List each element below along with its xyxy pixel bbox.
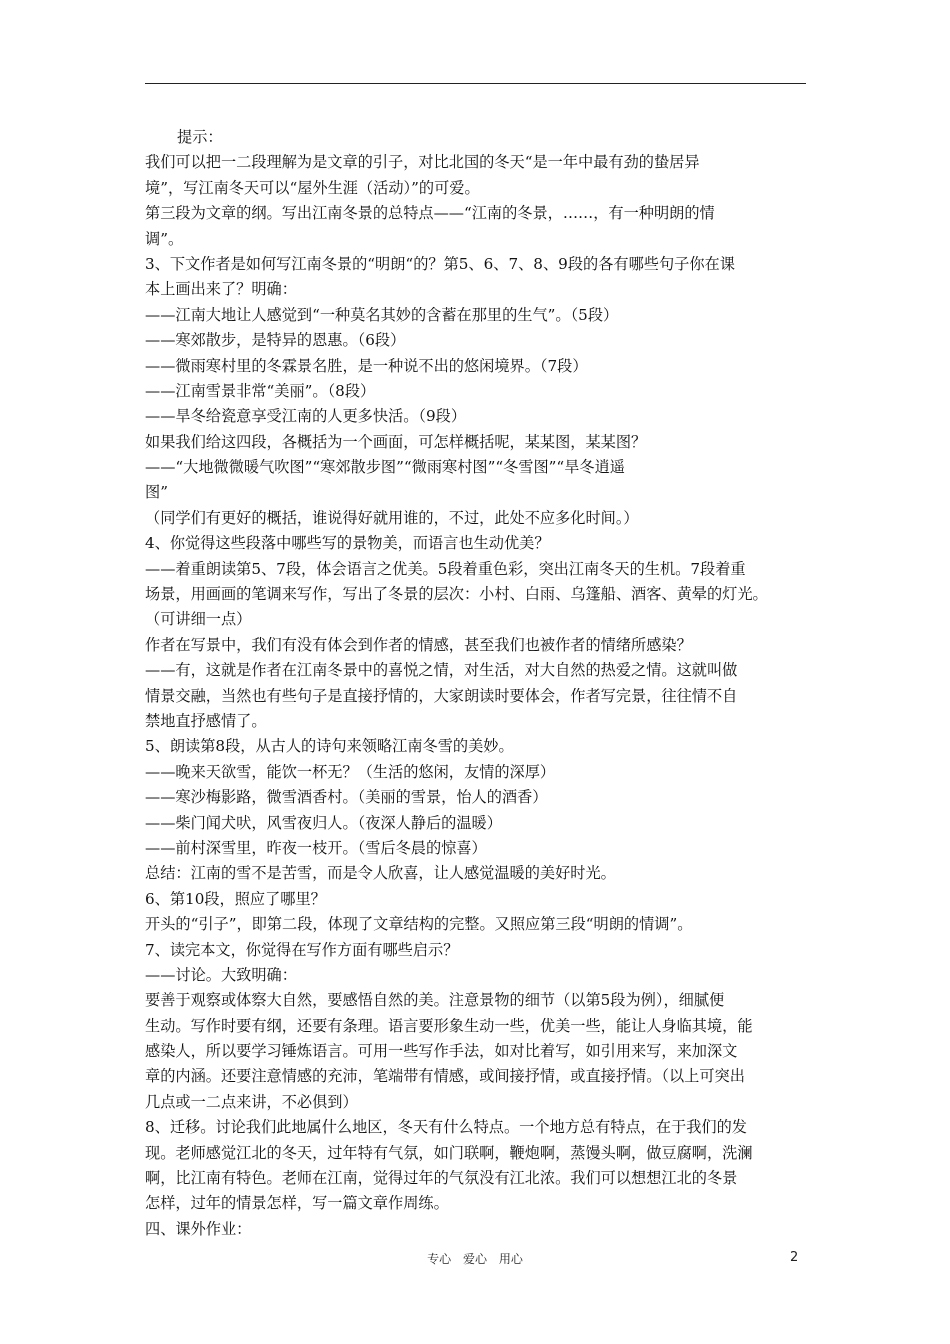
text-line: 要善于观察或体察大自然，要感悟自然的美。注意景物的细节（以第5段为例），细腻便 [145,991,725,1010]
text-line: 怎样，过年的情景怎样，写一篇文章作周练。 [145,1194,449,1213]
text-line: 总结：江南的雪不是苦雪，而是令人欣喜，让人感觉温暖的美好时光。 [145,864,616,883]
text-line: 开头的“引子”，即第二段，体现了文章结构的完整。又照应第三段“明朗的情调”。 [145,915,693,934]
text-line: ——着重朗读第5、7段，体会语言之优美。5段着重色彩，突出江南冬天的生机。7段着重 [145,559,746,578]
text-line: ——江南雪景非常“美丽”。（8段） [145,381,376,400]
text-line: ——“大地微微暖气吹图”“寒郊散步图”“微雨寒村图”“冬雪图”“旱冬逍遥 [145,458,625,477]
text-line: ——柴门闻犬吠，风雪夜归人。（夜深人静后的温暖） [145,813,502,832]
text-line: 感染人，所以要学习锤炼语言。可用一些写作手法，如对比着写，如引用来写，来加深文 [145,1042,738,1061]
text-line: 本上画出来了？明确： [145,280,297,299]
footer-text-2: 爱心 [462,1252,487,1266]
text-line: 四、课外作业： [145,1219,252,1238]
text-line: ——旱冬给瓷意享受江南的人更多快活。（9段） [145,407,467,426]
text-line: 境”，写江南冬天可以“屋外生涯（活动）”的可爱。 [145,178,480,197]
text-line: ——寒沙梅影路，微雪酒香村。（美丽的雪景，怡人的酒香） [145,788,548,807]
text-line: 章的内涵。还要注意情感的充沛，笔端带有情感，或间接抒情，或直接抒情。（以上可突出 [145,1067,745,1086]
text-line: 几点或一二点来讲，不必俱到） [145,1092,358,1111]
footer-text-3: 用心 [498,1252,523,1266]
footer-text-1: 专心 [427,1252,452,1266]
page-footer [0,1251,950,1267]
text-line: ——有，这就是作者在江南冬景中的喜悦之情，对生活，对大自然的热爱之情。这就叫做 [145,661,738,680]
text-line: ——江南大地让人感觉到“一种莫名其妙的含蓄在那里的生气”。（5段） [145,305,619,324]
text-line: 场景，用画画的笔调来写作，写出了冬景的层次：小村、白雨、乌篷船、酒客、黄晕的灯光。 [145,585,768,604]
text-line: 3、下文作者是如何写江南冬景的“明朗“的？第5、6、7、8、9段的各有哪些句子你在课 [145,254,735,273]
text-line: 生动。写作时要有纲，还要有条理。语言要形象生动一些，优美一些，能让人身临其境，能 [145,1016,753,1035]
text-line: 4、你觉得这些段落中哪些写的景物美，而语言也生动优美？ [145,534,550,553]
page-number: 2 [790,1250,799,1265]
text-line: ——寒郊散步，是特异的恩惠。（6段） [145,331,406,350]
text-line: 情景交融，当然也有些句子是直接抒情的，大家朗读时要体会，作者写完景，往往情不自 [145,686,738,705]
text-line: 8、迁移。讨论我们此地属什么地区，冬天有什么特点。一个地方总有特点，在于我们的发 [145,1118,747,1137]
document-body [145,125,810,1242]
text-line: ——讨论。大致明确： [145,965,297,984]
text-line: 提示： [177,128,223,146]
text-line: 禁地直抒感情了。 [145,711,267,730]
text-line: 如果我们给这四段，各概括为一个画面，可怎样概括呢，某某图，某某图？ [145,432,647,451]
text-line: ——前村深雪里，昨夜一枝开。（雪后冬晨的惊喜） [145,838,487,857]
text-line: 第三段为文章的纲。写出江南冬景的总特点——“江南的冬景，……，有一种明朗的情 [145,204,715,223]
text-line: 7、读完本文，你觉得在写作方面有哪些启示？ [145,940,459,959]
text-line: 5、朗读第8段，从古人的诗句来领略江南冬雪的美妙。 [145,737,514,756]
text-line: 作者在写景中，我们有没有体会到作者的情感，甚至我们也被作者的情绪所感染？ [145,635,692,654]
text-line: （可讲细一点） [145,610,252,629]
text-line: 现。老师感觉江北的冬天，过年特有气氛，如门联啊，鞭炮啊，蒸馒头啊，做豆腐啊，洗澜 [145,1143,753,1162]
text-line: ——微雨寒村里的冬霖景名胜，是一种说不出的悠闲境界。（7段） [145,356,588,375]
text-line: 啊，比江南有特色。老师在江南，觉得过年的气氛没有江北浓。我们可以想想江北的冬景 [145,1169,738,1188]
text-line: 6、第10段，照应了哪里？ [145,889,326,908]
header-rule [145,83,806,84]
text-line: ——晚来天欲雪，能饮一杯无？（生活的悠闲，友情的深厚） [145,762,556,781]
text-line: 调”。 [145,229,184,248]
text-line: （同学们有更好的概括，谁说得好就用谁的，不过，此处不应多化时间。） [145,508,639,527]
text-line: 图” [145,483,168,502]
text-line: 我们可以把一二段理解为是文章的引子，对比北国的冬天“是一年中最有劲的蛰居异 [145,153,700,172]
